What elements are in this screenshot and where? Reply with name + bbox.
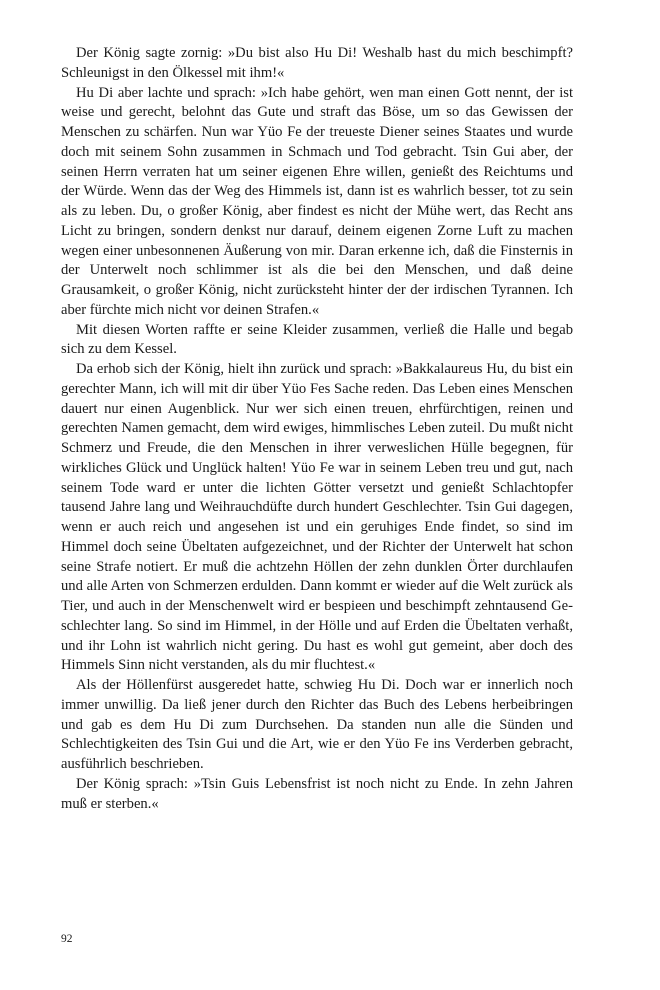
page-number: 92 [61, 933, 73, 945]
paragraph: Als der Höllenfürst ausgeredet hatte, schwieg Hu Di. Doch war er innerlich noch immer unwillig. Da ließ jener durch den Richter das Buch des Lebens herbeibringen und gab es dem Hu Di zum Durchsehen. Da standen nun alle die Sünden und Schlechtigkeiten des Tsin Gui und die Art, wie er den Yüo Fe ins Verderben gebracht, ausführlich beschrieben. [61, 677, 573, 772]
paragraph: Da erhob sich der König, hielt ihn zurück und sprach: »Bakkalaureus Hu, du bist ein gerechter Mann, ich will mit dir über Yüo Fes Sache reden. Das Leben eines Menschen dauert nur einen Augenblick. Nur wer sich einen treuen, ehrfürchtigen, reinen und gerechten Namen gemacht, dem wird ewiges, himmlisches Leben zuteil. Du mußt nicht Schmerz und Freude, die den Menschen in ihrer verweslichen Hülle begegnen, für wirkliches Glück und Unglück halten! Yüo Fe war in seinem Leben treu und gut, nach seinem Tode ward er unter die lichten Götter versetzt und genießt Schlachtopfer tausend Jahre lang und Weihrauchdüfte durch hundert Geschlechter. Tsin Gui dagegen, wenn er auch reich und angesehen ist und ein geruhiges Ende findet, so sind im Himmel doch seine Übeltaten aufgezeichnet, und der Richter der Unterwelt hat schon seine Strafe notiert. Er muß die achtzehn Höllen der zehn dunklen Örter durchlaufen und alle Arten von Schmerzen erdulden. Dann kommt er wieder auf die Welt zurück als Tier, und auch in der Menschenwelt wird er bespieen und beschimpft zehntausend Geschlechter lang. So sind im Himmel, in der Hölle und auf Erden die Übeltaten verhaßt, und ihr Lohn ist wahrlich nicht gering. Du hast es wohl gut gemeint, aber doch des Himmels Sinn nicht verstanden, als du mir fluchtest.« [61, 361, 573, 674]
paragraph: Mit diesen Worten raffte er seine Kleider zusammen, verließ die Halle und begab sich zu dem Kessel. [61, 321, 573, 358]
paragraph: Der König sprach: »Tsin Guis Lebensfrist ist noch nicht zu Ende. In zehn Jahren muß er sterben.« [61, 775, 573, 812]
page-body [61, 44, 573, 814]
paragraph: Der König sagte zornig: »Du bist also Hu Di! Weshalb hast du mich beschimpft? Schleunigst in den Ölkessel mit ihm!« [61, 45, 573, 81]
paragraph: Hu Di aber lachte und sprach: »Ich habe gehört, wen man einen Gott nennt, der ist weise und gerecht, belohnt das Gute und straft das Böse, um so das Gewissen der Menschen zu schärfen. Nun war Yüo Fe der treueste Diener seines Staates und wurde doch mit seinem Sohn zusammen in Schmach und Tod gebracht. Tsin Gui aber, der seinen Herrn verraten hat um seiner eigenen Ehre willen, genießt des Reichtums und der Würde. Wenn das der Weg des Himmels ist, dann ist es wahrlich besser, tot zu sein als zu leben. Du, o großer König, aber findest es nicht der Mühe wert, das Recht ans Licht zu bringen, sondern denkst nur darauf, deinem eigenen Zorne Luft zu machen wegen einer unbesonnenen Äußerung von mir. Daran erkenne ich, daß die Finsternis in der Unterwelt noch schlimmer ist als die bei den Menschen, und daß deine Grausamkeit, o großer König, nicht zurücksteht hinter der der irdischen Tyrannen. Ich aber fürchte mich nicht vor deinen Strafen.« [61, 84, 573, 318]
